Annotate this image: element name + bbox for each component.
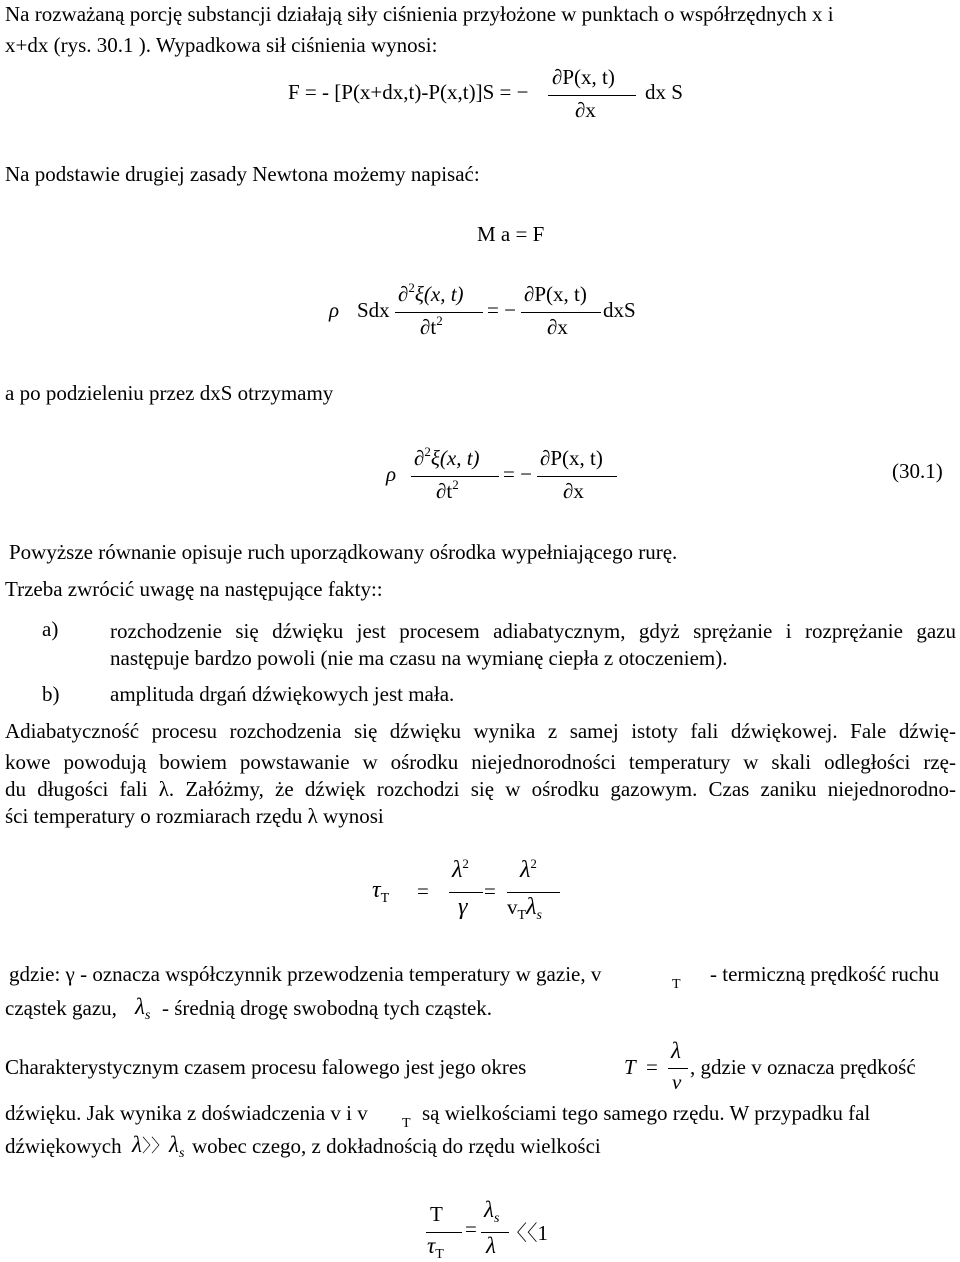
motion-fraction-bar-2 xyxy=(521,312,601,313)
exponent: 2 xyxy=(436,313,443,328)
intro-line-1: Na rozważaną porcję substancji działają siły ciśnienia przyłożone w punktach o współrzędnych x i xyxy=(5,2,834,26)
period-line-3a: dźwiękowych xyxy=(5,1134,122,1158)
list-item-text-line-2: następuje bardzo powoli (nie ma czasu na wymianę ciepła z otoczeniem). xyxy=(110,646,728,670)
period-line-2b: są wielkościami tego samego rzędu. W przypadku fal xyxy=(422,1101,871,1125)
eq301-rho: ρ xyxy=(386,462,397,486)
final-numerator: T xyxy=(430,1202,443,1226)
eq301-fraction-bar-2 xyxy=(537,476,617,477)
tau-subscript: T xyxy=(435,1247,444,1262)
tau-equals-1: = xyxy=(417,879,429,903)
final-rhs: 〈〈1 xyxy=(506,1221,548,1245)
list-item-label: a) xyxy=(42,617,59,641)
eq301-numerator-1 xyxy=(414,446,480,471)
adiabatic-line-3: du długości fali λ. Załóżmy, że dźwięk rozchodzi się w ośrodku gazowym. Czas zaniku niejednorodno- xyxy=(5,777,956,801)
adiabatic-line-4: ści temperatury o rozmiarach rzędu λ wynosi xyxy=(5,804,384,828)
tau-numerator-2 xyxy=(520,857,537,884)
list-item-text-line-1: rozchodzenie się dźwięku jest procesem adiabatycznym, gdyż sprężanie i rozprężanie gazu xyxy=(110,619,956,643)
lambda-letter: λ xyxy=(135,994,145,1019)
partial-symbol: ∂ xyxy=(414,446,425,470)
vT-subscript xyxy=(672,969,681,994)
equation-newton: M a = F xyxy=(477,222,545,246)
period-line-2a: dźwięku. Jak wynika z doświadczenia v i v xyxy=(5,1101,368,1125)
list-item-text-line-1: amplituda drgań dźwiękowych jest mała. xyxy=(110,682,455,706)
gdzie-line-1a: gdzie: γ - oznacza współczynnik przewodzenia temperatury w gazie, v xyxy=(9,962,602,986)
lambda-s-symbol xyxy=(135,994,151,1023)
lambda-letter: λ xyxy=(526,894,537,920)
vT-subscript-2 xyxy=(402,1108,411,1133)
eq301-equals: = − xyxy=(503,462,532,486)
period-equals: = xyxy=(646,1055,658,1079)
exponent: 2 xyxy=(452,477,459,492)
period-line-3b: wobec czego, z dokładnością do rzędu wielkości xyxy=(192,1134,601,1158)
xi-expression: ξ(x, t) xyxy=(430,446,480,470)
v-subscript: T xyxy=(517,908,527,923)
motion-numerator-1 xyxy=(398,282,464,307)
partial-symbol: ∂ xyxy=(436,479,447,503)
lambda-subscript: s xyxy=(493,1211,500,1226)
partial-symbol: ∂ xyxy=(398,282,409,306)
period-T: T xyxy=(624,1055,636,1079)
equation-description: Powyższe równanie opisuje ruch uporządkowany ośrodka wypełniającego rurę. xyxy=(9,540,678,564)
eq301-numerator-2: ∂P(x, t) xyxy=(540,446,603,470)
force-denominator: ∂x xyxy=(575,98,596,122)
subscript-T: T xyxy=(402,1116,411,1131)
gdzie-line-1b: - termiczną prędkość ruchu xyxy=(710,962,940,986)
tau-denominator-1: γ xyxy=(458,894,468,920)
subscript-T: T xyxy=(672,977,681,992)
t-symbol: t xyxy=(430,315,437,339)
force-rhs: dx S xyxy=(645,80,683,104)
exponent: 2 xyxy=(530,856,537,871)
lambda-gg-lambda-s xyxy=(132,1132,185,1161)
list-item-label: b) xyxy=(42,682,60,706)
force-numerator: ∂P(x, t) xyxy=(552,65,615,89)
lambda-letter: λ xyxy=(132,1132,142,1157)
partial-symbol: ∂ xyxy=(420,315,431,339)
motion-denominator-1 xyxy=(420,315,443,340)
exponent: 2 xyxy=(408,280,415,295)
gdzie-line-2a: cząstek gazu, xyxy=(5,996,117,1020)
force-lhs: F = - [P(x+dx,t)-P(x,t)]S = − xyxy=(288,80,529,104)
t-symbol: t xyxy=(446,479,453,503)
tau-numerator-1 xyxy=(452,857,469,884)
facts-intro: Trzeba zwrócić uwagę na następujące fakty:: xyxy=(5,577,383,601)
tau-letter: τ xyxy=(372,877,381,903)
lambda-subscript: s xyxy=(144,1008,151,1023)
period-denominator: v xyxy=(672,1070,682,1094)
intro-line-2: x+dx (rys. 30.1 ). Wypadkowa sił ciśnienia wynosi: xyxy=(5,33,438,57)
lambda-letter: λ xyxy=(452,857,463,883)
tau-symbol xyxy=(372,877,389,904)
force-fraction-bar xyxy=(548,95,636,96)
period-line-1b: , gdzie v oznacza prędkość xyxy=(690,1055,916,1079)
motion-equals: = − xyxy=(487,298,516,322)
after-division-paragraph: a po podzieleniu przez dxS otrzymamy xyxy=(5,381,334,405)
tau-equals-2: = xyxy=(484,879,496,903)
motion-sdx: Sdx xyxy=(357,298,390,322)
motion-rhs: dxS xyxy=(603,298,636,322)
exponent: 2 xyxy=(424,444,431,459)
xi-expression: ξ(x, t) xyxy=(414,282,464,306)
final-denominator xyxy=(427,1233,444,1262)
v-letter: v xyxy=(507,895,518,919)
period-numerator: λ xyxy=(671,1038,681,1063)
tau-denominator-2 xyxy=(507,894,542,921)
final-denominator-2: λ xyxy=(486,1233,496,1258)
lambda-letter: λ xyxy=(520,857,531,883)
tau-subscript: T xyxy=(380,891,390,906)
lambda-subscript: s xyxy=(178,1146,185,1161)
lambda-letter: λ xyxy=(484,1197,494,1222)
final-numerator-2 xyxy=(484,1197,500,1226)
exponent: 2 xyxy=(462,856,469,871)
much-greater-symbol: 〉〉 xyxy=(141,1136,169,1156)
final-equals: = xyxy=(465,1217,477,1241)
lambda-subscript: s xyxy=(536,908,542,923)
adiabatic-line-2: kowe powodują bowiem powstawanie w ośrodku niejednorodności temperatury w skali odległości rzę- xyxy=(5,750,956,774)
motion-denominator-2: ∂x xyxy=(547,315,568,339)
eq301-denominator-1 xyxy=(436,479,459,504)
motion-rho: ρ xyxy=(329,298,340,322)
adiabatic-line-1: Adiabatyczność procesu rozchodzenia się dźwięku wynika z samej istoty fali dźwiękowej. Fale dźwię- xyxy=(5,719,956,743)
period-line-1a: Charakterystycznym czasem procesu falowego jest jego okres xyxy=(5,1055,527,1079)
tau-letter: τ xyxy=(427,1233,436,1258)
gdzie-line-2b: - średnią drogę swobodną tych cząstek. xyxy=(162,996,493,1020)
lambda-letter: λ xyxy=(168,1132,179,1157)
equation-label: (30.1) xyxy=(892,459,943,483)
motion-numerator-2: ∂P(x, t) xyxy=(524,282,587,306)
newton-paragraph: Na podstawie drugiej zasady Newtona możemy napisać: xyxy=(5,162,480,186)
eq301-denominator-2: ∂x xyxy=(563,479,584,503)
